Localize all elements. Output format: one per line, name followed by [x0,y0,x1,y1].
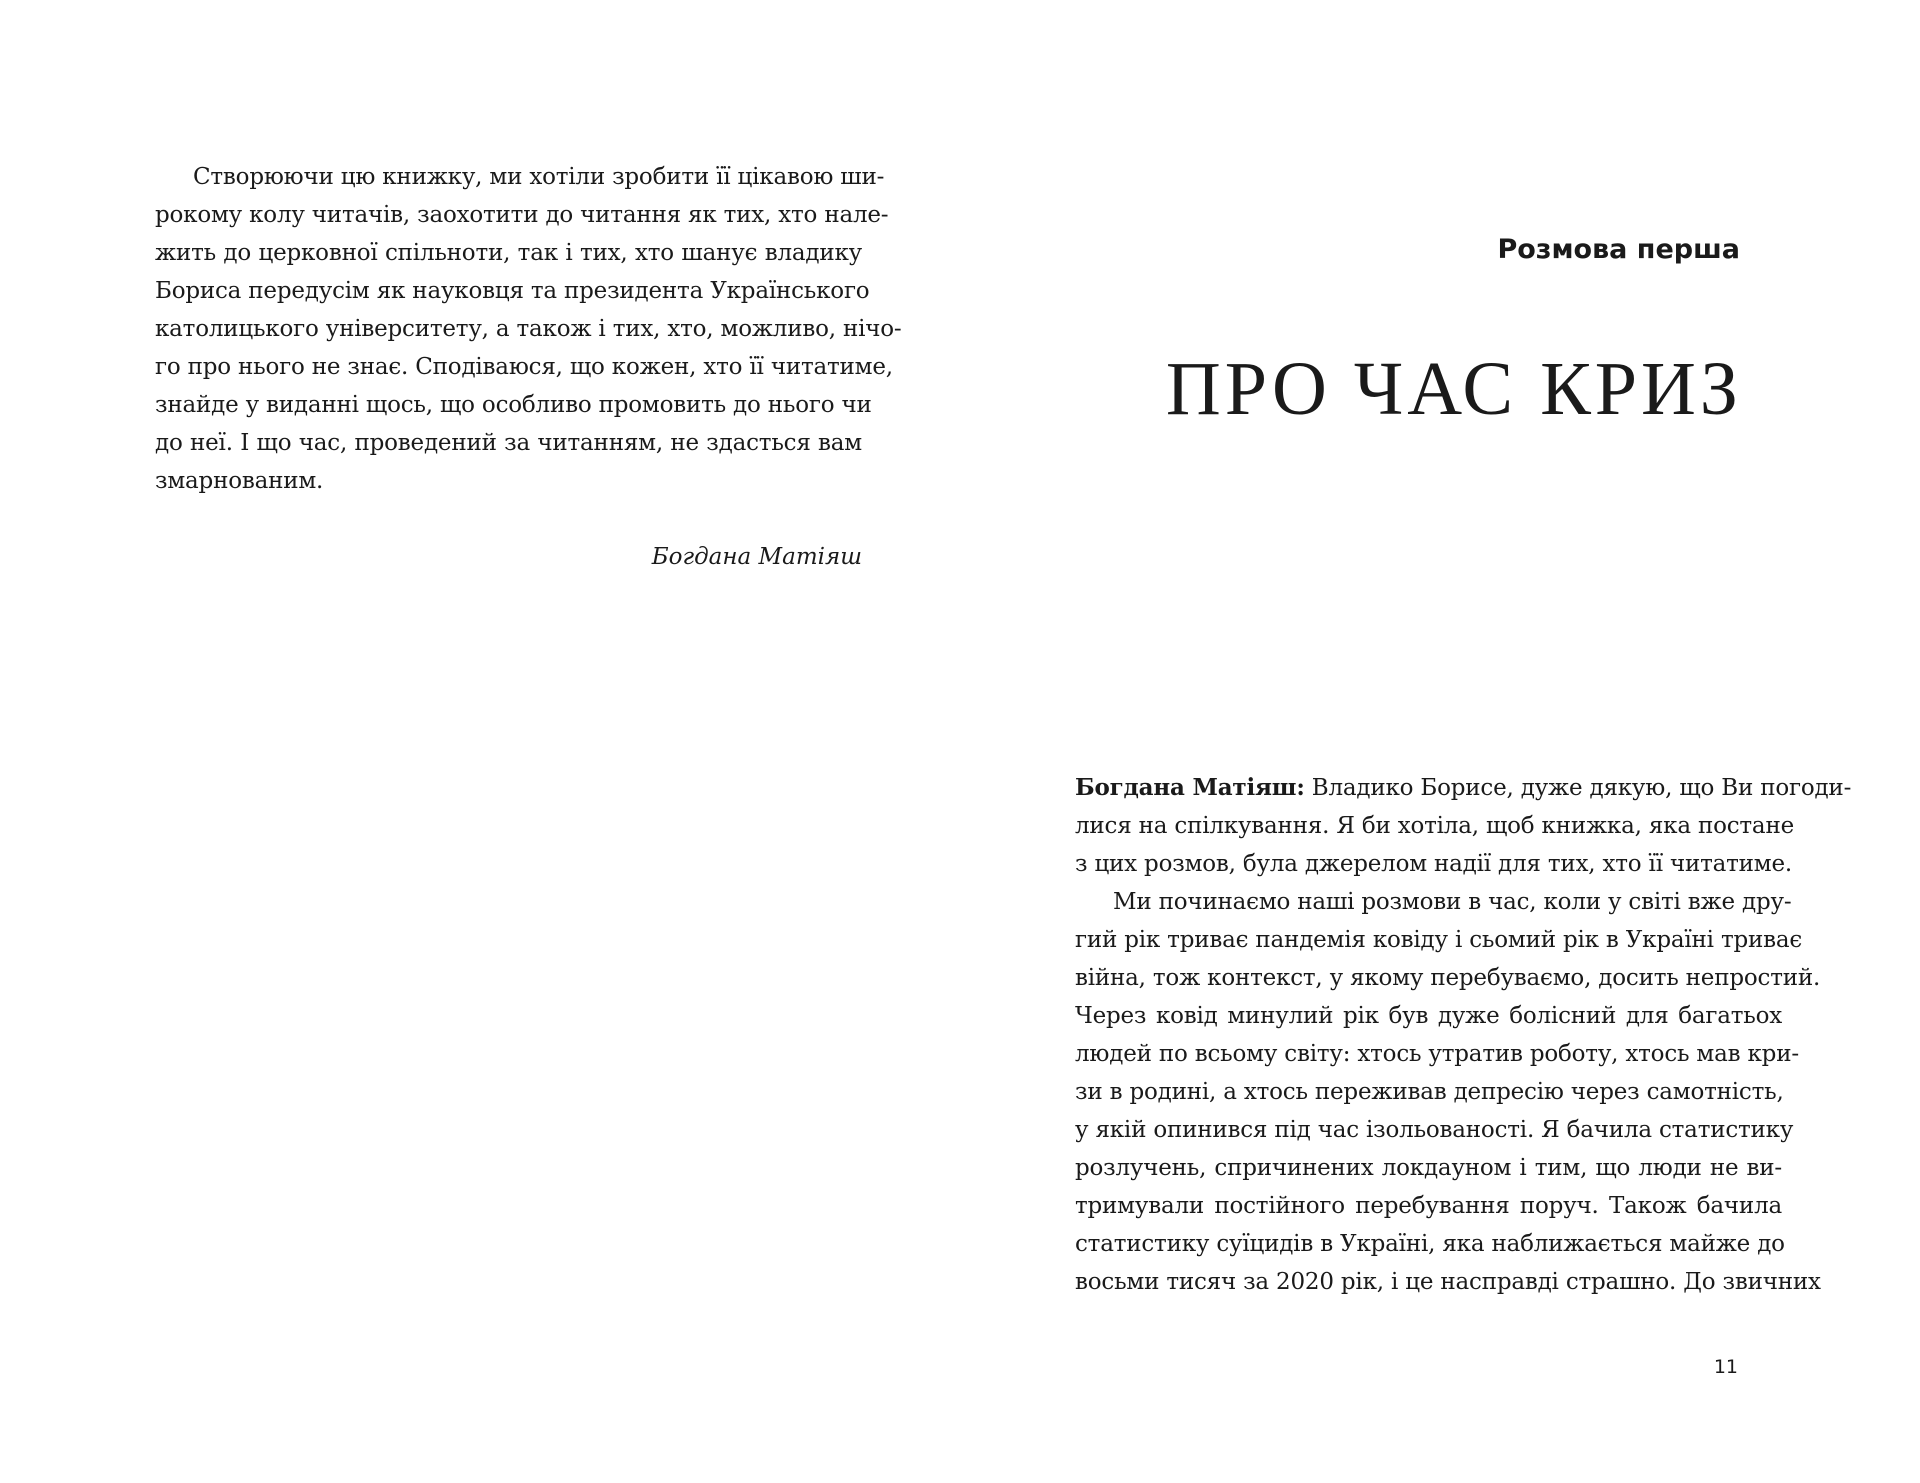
left-paragraph-line: Створюючи цю книжку, ми хотіли зробити її цікавою ши- [193,164,885,190]
left-paragraph-line: го про нього не знає. Сподіваюся, що кожен, хто її читатиме, [155,354,893,380]
body-line: з цих розмов, була джерелом надії для тих, хто її читатиме. [1075,851,1793,877]
body-line: Через ковід минулий рік був дуже болісний для багатьох [1075,1003,1782,1029]
body-line: людей по всьому світу: хтось утратив роботу, хтось мав кри- [1075,1041,1799,1067]
page-number: 11 [1713,1356,1738,1378]
dialogue-first-line [1075,769,1852,807]
body-line: восьми тисяч за 2020 рік, і це насправді страшно. До звичних [1075,1269,1821,1295]
body-line: Ми починаємо наші розмови в час, коли у світі вже дру- [1113,889,1792,915]
chapter-title: ПРО ЧАС КРИЗ [1165,347,1742,431]
left-paragraph-line: рокому колу читачів, заохотити до читання як тих, хто нале- [155,202,889,228]
body-line: статистику суїцидів в Україні, яка наближається майже до [1075,1231,1785,1257]
left-paragraph-line: жить до церковної спільноти, так і тих, хто шанує владику [155,240,862,266]
left-paragraph-line: до неї. І що час, проведений за читанням, не здасться вам [155,430,862,456]
body-line: війна, тож контекст, у якому перебуваємо, досить непростий. [1075,965,1821,991]
left-paragraph-line: Бориса передусім як науковця та президента Українського [155,278,870,304]
body-line: зи в родині, а хтось переживав депресію через самотність, [1075,1079,1784,1105]
author-signature: Богдана Матіяш [651,544,862,570]
body-line: розлучень, спричинених локдауном і тим, що люди не ви- [1075,1155,1782,1181]
body-line: у якій опинився під час ізольованості. Я бачила статистику [1075,1117,1794,1143]
body-line: гий рік триває пандемія ковіду і сьомий рік в Україні триває [1075,927,1803,953]
left-paragraph-line: змарнованим. [155,468,324,494]
left-paragraph-line: знайде у виданні щось, що особливо промовить до нього чи [155,392,872,418]
speaker-name: Богдана Матіяш: [1075,774,1305,801]
body-line: тримували постійного перебування поруч. Також бачила [1075,1193,1782,1219]
right-page [960,0,1920,1483]
dialogue-line-text: Владико Борисе, дуже дякую, що Ви погоди- [1311,775,1852,801]
left-paragraph-line: католицького університету, а також і тих, хто, можливо, нічо- [155,316,902,342]
chapter-label: Розмова перша [1497,234,1740,265]
body-line: лися на спілкування. Я би хотіла, щоб книжка, яка постане [1075,813,1794,839]
